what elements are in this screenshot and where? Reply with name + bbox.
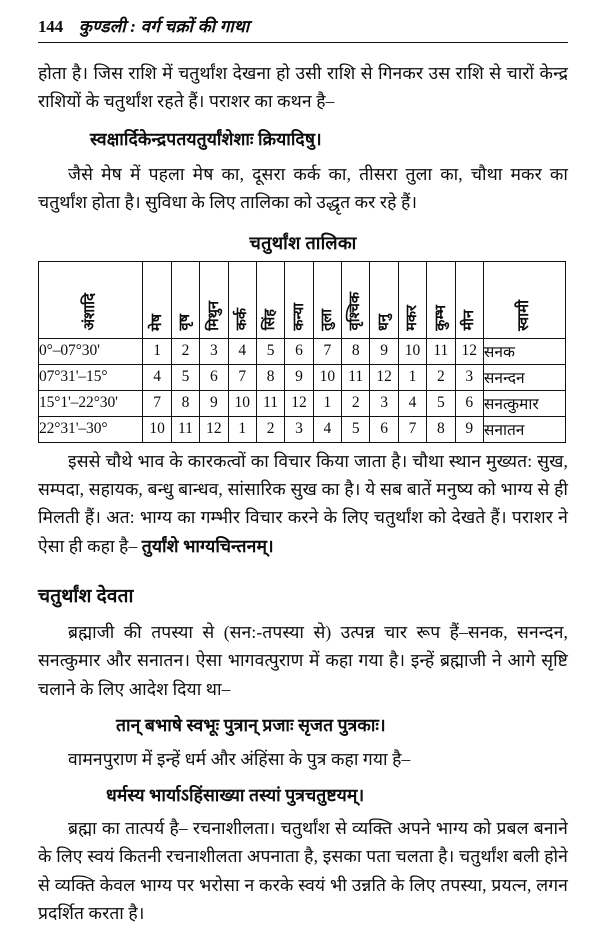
cell-value: 10 — [228, 390, 256, 416]
cell-value: 5 — [342, 416, 370, 442]
cell-value: 4 — [228, 338, 256, 364]
table-header-mithuna: मिथुन — [200, 261, 228, 338]
cell-lord: सनक — [483, 338, 565, 364]
cell-lord: सनत्कुमार — [483, 390, 565, 416]
cell-value: 6 — [285, 338, 313, 364]
cell-value: 12 — [370, 364, 398, 390]
verse-1: स्वक्षार्दिकेन्द्रपतयतुर्यांशेशाः क्रियादिषु। — [90, 128, 322, 149]
cell-value: 1 — [143, 338, 171, 364]
cell-value: 7 — [398, 416, 426, 442]
cell-value: 9 — [285, 364, 313, 390]
table-title: चतुर्थांश तालिका — [249, 232, 357, 253]
table-header-makara: मकर — [398, 261, 426, 338]
cell-value: 7 — [313, 338, 341, 364]
cell-value: 9 — [455, 416, 483, 442]
paragraph-2: जैसे मेष में पहला मेष का, दूसरा कर्क का, तीसरा तुला का, चौथा मकर का चतुर्थांश होता है। सुविधा के लिए तालिका को उद्धृत कर रहे हैं। — [38, 163, 568, 213]
paragraph-6: ब्रह्मा का तात्पर्य है– रचनाशीलता। चतुर्थांश से व्यक्ति अपने भाग्य को प्रबल बनाने के लिए स्वयं कितनी रचनाशीलता अपनाता है, इसका पता चलता है। चतुर्थांश बली होने से व्यक्ति केवल भाग्य पर भरोसा न करके स्वयं भी उन्नति के लिए तपस्या, प्रयत्न, लगन प्रदर्शित करता है। — [38, 817, 568, 923]
cell-value: 2 — [171, 338, 199, 364]
cell-value: 5 — [171, 364, 199, 390]
section-heading: चतुर्थांश देवता — [38, 586, 134, 607]
header-rule — [38, 42, 568, 43]
cell-value: 2 — [342, 390, 370, 416]
cell-value: 11 — [427, 338, 455, 364]
cell-value: 4 — [313, 416, 341, 442]
cell-value: 9 — [370, 338, 398, 364]
paragraph-5: वामनपुराण में इन्हें धर्म और अंहिंसा के पुत्र कहा गया है– — [68, 749, 411, 770]
table-header-meena: मीन — [455, 261, 483, 338]
cell-value: 10 — [398, 338, 426, 364]
book-title: कुण्डली : वर्ग चक्रों की गाथा — [78, 17, 250, 36]
chaturthamsha-table — [38, 261, 566, 443]
table-row — [39, 390, 566, 416]
table-header-degree: अंशादि — [39, 261, 143, 338]
table-header-simha: सिंह — [256, 261, 284, 338]
cell-value: 5 — [427, 390, 455, 416]
table-header-tula: तुला — [313, 261, 341, 338]
paragraph-1: होता है। जिस राशि में चतुर्थांश देखना हो उसी राशि से गिनकर उस राशि से चारों केन्द्र राशियों के चतुर्थांश रहते हैं। पराशर का कथन है– — [38, 63, 568, 112]
table-header-vrisha: वृष — [171, 261, 199, 338]
cell-value: 8 — [342, 338, 370, 364]
table-header-karka: कर्क — [228, 261, 256, 338]
cell-value: 11 — [171, 416, 199, 442]
paragraph-3 — [38, 447, 568, 560]
table-row — [39, 416, 566, 442]
cell-value: 3 — [200, 338, 228, 364]
verse-2: तान् बभाषे स्वभूः पुत्रान् प्रजाः सृजत पुत्रकाः। — [116, 715, 386, 736]
cell-value: 1 — [313, 390, 341, 416]
table-header-kumbha: कुम्भ — [427, 261, 455, 338]
cell-value: 12 — [200, 416, 228, 442]
cell-value: 6 — [200, 364, 228, 390]
cell-value: 12 — [455, 338, 483, 364]
cell-value: 6 — [370, 416, 398, 442]
cell-value: 3 — [455, 364, 483, 390]
paragraph-4: ब्रह्माजी की तपस्या से (सन:-तपस्या से) उत्पन्न चार रूप हैं–सनक, सनन्दन, सनत्कुमार और सनातन। ऐसा भागवत्पुराण में कहा गया है। इन्हें ब्रह्माजी ने आगे सृष्टि चलाने के लिए आदेश दिया था– — [38, 622, 568, 699]
cell-value: 12 — [285, 390, 313, 416]
cell-lord: सनातन — [483, 416, 565, 442]
cell-value: 6 — [455, 390, 483, 416]
cell-value: 11 — [342, 364, 370, 390]
cell-degree: 0°–07°30' — [39, 338, 143, 364]
paragraph-3-quote: तुर्यांशे भाग्यचिन्तनम्। — [141, 535, 274, 556]
paragraph-3-text: इससे चौथे भाव के कारकत्वों का विचार किया जाता है। चौथा स्थान मुख्यत: सुख, सम्पदा, सहायक, बन्धु बान्धव, सांसारिक सुख का है। ये सब बातें मनुष्य को भाग्य से ही मिलती हैं। अत: भाग्य का गम्भीर विचार करने के लिए चतुर्थांश को देखते हैं। पराशर ने ऐसा ही कहा है– — [38, 450, 568, 556]
cell-value: 10 — [143, 416, 171, 442]
table-header-lord: स्वामी — [483, 261, 565, 338]
cell-value: 1 — [228, 416, 256, 442]
cell-value: 8 — [256, 364, 284, 390]
cell-lord: सनन्दन — [483, 364, 565, 390]
page-number: 144 — [38, 17, 63, 36]
cell-value: 1 — [398, 364, 426, 390]
table-header-row — [39, 261, 566, 338]
cell-value: 4 — [143, 364, 171, 390]
cell-value: 7 — [228, 364, 256, 390]
cell-value: 2 — [427, 364, 455, 390]
table-header-vrishchika: वृश्चिक — [342, 261, 370, 338]
cell-degree: 22°31'–30° — [39, 416, 143, 442]
table-row — [39, 338, 566, 364]
cell-value: 8 — [427, 416, 455, 442]
cell-value: 11 — [256, 390, 284, 416]
cell-value: 5 — [256, 338, 284, 364]
cell-value: 9 — [200, 390, 228, 416]
table-header-dhanu: धनु — [370, 261, 398, 338]
cell-value: 3 — [370, 390, 398, 416]
table-header-kanya: कन्या — [285, 261, 313, 338]
cell-value: 2 — [256, 416, 284, 442]
table-header-mesha: मेष — [143, 261, 171, 338]
cell-degree: 07°31'–15° — [39, 364, 143, 390]
running-head — [38, 14, 568, 42]
cell-degree: 15°1'–22°30' — [39, 390, 143, 416]
cell-value: 4 — [398, 390, 426, 416]
cell-value: 7 — [143, 390, 171, 416]
table-row — [39, 364, 566, 390]
cell-value: 10 — [313, 364, 341, 390]
cell-value: 8 — [171, 390, 199, 416]
cell-value: 3 — [285, 416, 313, 442]
verse-3: धर्मस्य भार्याऽहिंसाख्या तस्यां पुत्रचतुष्टयम्। — [106, 784, 365, 805]
